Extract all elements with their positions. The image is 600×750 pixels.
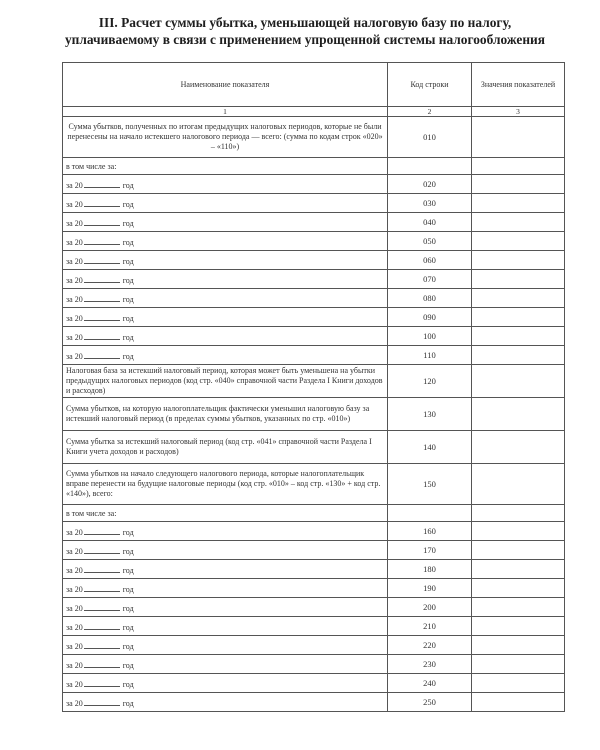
row-120	[63, 365, 565, 398]
year-row-060	[63, 251, 565, 270]
year-row-value-cell[interactable]	[472, 289, 565, 308]
year-suffix: год	[122, 237, 134, 247]
year-row-code: 240	[388, 674, 472, 693]
year-row-value-cell[interactable]	[472, 541, 565, 560]
section-title	[30, 14, 580, 48]
year-suffix: год	[122, 622, 134, 632]
year-row-110	[63, 346, 565, 365]
row-150-code: 150	[388, 464, 472, 505]
year-row-label	[63, 232, 388, 251]
year-row-code: 050	[388, 232, 472, 251]
year-suffix: год	[122, 275, 134, 285]
year-prefix: за 20	[66, 180, 83, 190]
year-row-label	[63, 346, 388, 365]
year-row-value-cell[interactable]	[472, 175, 565, 194]
year-row-value-cell[interactable]	[472, 560, 565, 579]
year-suffix: год	[122, 199, 134, 209]
year-row-label	[63, 194, 388, 213]
year-blank-field[interactable]	[84, 179, 120, 188]
row-140	[63, 431, 565, 464]
year-blank-field[interactable]	[84, 545, 120, 554]
year-prefix: за 20	[66, 275, 83, 285]
year-prefix: за 20	[66, 237, 83, 247]
year-suffix: год	[122, 641, 134, 651]
year-blank-field[interactable]	[84, 583, 120, 592]
year-row-code: 070	[388, 270, 472, 289]
year-row-code: 030	[388, 194, 472, 213]
year-blank-field[interactable]	[84, 602, 120, 611]
year-row-220	[63, 636, 565, 655]
year-suffix: год	[122, 332, 134, 342]
subheader-2-label: в том числе за:	[63, 505, 388, 522]
row-120-label: Налоговая база за истекший налоговый период, которая может быть уменьшена на убытки предыдущих налоговых периодов (код стр. «040» справочной части Раздела I Книги доходов и расходов)	[63, 365, 388, 398]
title-line-1: III. Расчет суммы убытка, уменьшающей налоговую базу по налогу,	[98, 15, 512, 30]
year-row-code: 090	[388, 308, 472, 327]
year-blank-field[interactable]	[84, 198, 120, 207]
year-row-value-cell[interactable]	[472, 251, 565, 270]
year-row-value-cell[interactable]	[472, 308, 565, 327]
year-suffix: год	[122, 294, 134, 304]
year-prefix: за 20	[66, 527, 83, 537]
year-row-code: 190	[388, 579, 472, 598]
year-row-code: 060	[388, 251, 472, 270]
year-row-code: 200	[388, 598, 472, 617]
year-row-value-cell[interactable]	[472, 636, 565, 655]
year-prefix: за 20	[66, 256, 83, 266]
subheader-2-code-cell	[388, 505, 472, 522]
row-150-value-cell[interactable]	[472, 464, 565, 505]
year-row-code: 160	[388, 522, 472, 541]
year-prefix: за 20	[66, 698, 83, 708]
header-row	[63, 63, 565, 107]
year-row-value-cell[interactable]	[472, 522, 565, 541]
year-suffix: год	[122, 351, 134, 361]
year-row-value-cell[interactable]	[472, 655, 565, 674]
year-row-code: 040	[388, 213, 472, 232]
year-row-label	[63, 213, 388, 232]
subheader-row-2	[63, 505, 565, 522]
row-010	[63, 117, 565, 158]
year-row-210	[63, 617, 565, 636]
year-row-value-cell[interactable]	[472, 674, 565, 693]
year-row-label	[63, 541, 388, 560]
year-prefix: за 20	[66, 603, 83, 613]
year-row-240	[63, 674, 565, 693]
title-line-2: уплачиваемому в связи с применением упрощенной системы налогообложения	[64, 32, 546, 47]
year-row-250	[63, 693, 565, 712]
year-row-090	[63, 308, 565, 327]
loss-calculation-table	[62, 62, 565, 712]
row-010-label: Сумма убытков, полученных по итогам предыдущих налоговых периодов, которые не были перенесены на начало истекшего налогового периода — всего: (сумма по кодам строк «020» – «110»)	[63, 117, 388, 158]
year-row-value-cell[interactable]	[472, 693, 565, 712]
year-blank-field[interactable]	[84, 659, 120, 668]
year-prefix: за 20	[66, 351, 83, 361]
header-code: Код строки	[388, 63, 472, 107]
year-blank-field[interactable]	[84, 255, 120, 264]
year-suffix: год	[122, 660, 134, 670]
row-150	[63, 464, 565, 505]
year-row-code: 080	[388, 289, 472, 308]
year-row-code: 230	[388, 655, 472, 674]
year-row-label	[63, 636, 388, 655]
year-suffix: год	[122, 313, 134, 323]
year-row-160	[63, 522, 565, 541]
row-130-label: Сумма убытков, на которую налогоплательщик фактически уменьшил налоговую базу за истекший налоговый период (в пределах суммы убытков, указанных по стр. «010»)	[63, 398, 388, 431]
year-prefix: за 20	[66, 332, 83, 342]
year-prefix: за 20	[66, 622, 83, 632]
year-prefix: за 20	[66, 313, 83, 323]
row-140-value-cell[interactable]	[472, 431, 565, 464]
year-row-050	[63, 232, 565, 251]
year-row-label	[63, 674, 388, 693]
year-row-value-cell[interactable]	[472, 232, 565, 251]
header-value: Значения показателей	[472, 63, 565, 107]
year-row-value-cell[interactable]	[472, 598, 565, 617]
subheader-1-label: в том числе за:	[63, 158, 388, 175]
year-row-code: 210	[388, 617, 472, 636]
year-row-label	[63, 693, 388, 712]
year-blank-field[interactable]	[84, 564, 120, 573]
year-row-030	[63, 194, 565, 213]
subheader-1-code-cell	[388, 158, 472, 175]
year-row-code: 170	[388, 541, 472, 560]
year-row-label	[63, 270, 388, 289]
year-suffix: год	[122, 218, 134, 228]
year-row-code: 180	[388, 560, 472, 579]
year-suffix: год	[122, 180, 134, 190]
year-row-label	[63, 522, 388, 541]
year-row-value-cell[interactable]	[472, 346, 565, 365]
year-blank-field[interactable]	[84, 526, 120, 535]
year-prefix: за 20	[66, 546, 83, 556]
year-blank-field[interactable]	[84, 640, 120, 649]
year-prefix: за 20	[66, 199, 83, 209]
row-120-code: 120	[388, 365, 472, 398]
year-row-label	[63, 327, 388, 346]
year-prefix: за 20	[66, 218, 83, 228]
year-suffix: год	[122, 546, 134, 556]
year-suffix: год	[122, 679, 134, 689]
year-blank-field[interactable]	[84, 350, 120, 359]
row-010-code: 010	[388, 117, 472, 158]
year-row-label	[63, 617, 388, 636]
year-row-value-cell[interactable]	[472, 617, 565, 636]
year-row-value-cell[interactable]	[472, 327, 565, 346]
year-row-code: 100	[388, 327, 472, 346]
row-130-value-cell[interactable]	[472, 398, 565, 431]
year-blank-field[interactable]	[84, 293, 120, 302]
year-suffix: год	[122, 603, 134, 613]
year-suffix: год	[122, 527, 134, 537]
year-row-code: 020	[388, 175, 472, 194]
year-row-190	[63, 579, 565, 598]
year-row-label	[63, 655, 388, 674]
year-suffix: год	[122, 584, 134, 594]
year-row-label	[63, 251, 388, 270]
year-row-200	[63, 598, 565, 617]
year-prefix: за 20	[66, 679, 83, 689]
row-010-value-cell[interactable]	[472, 117, 565, 158]
year-row-label	[63, 560, 388, 579]
year-row-230	[63, 655, 565, 674]
row-140-label: Сумма убытка за истекший налоговый период (код стр. «041» справочной части Раздела I Книги учета доходов и расходов)	[63, 431, 388, 464]
year-row-label	[63, 579, 388, 598]
column-number-3: 3	[472, 107, 565, 117]
row-140-code: 140	[388, 431, 472, 464]
year-row-080	[63, 289, 565, 308]
year-prefix: за 20	[66, 584, 83, 594]
column-number-2: 2	[388, 107, 472, 117]
year-row-value-cell[interactable]	[472, 194, 565, 213]
year-blank-field[interactable]	[84, 236, 120, 245]
year-prefix: за 20	[66, 641, 83, 651]
year-row-070	[63, 270, 565, 289]
column-number-1: 1	[63, 107, 388, 117]
year-prefix: за 20	[66, 660, 83, 670]
year-row-020	[63, 175, 565, 194]
year-row-value-cell[interactable]	[472, 579, 565, 598]
row-130-code: 130	[388, 398, 472, 431]
year-row-value-cell[interactable]	[472, 270, 565, 289]
year-row-label	[63, 175, 388, 194]
year-row-040	[63, 213, 565, 232]
year-blank-field[interactable]	[84, 621, 120, 630]
year-suffix: год	[122, 565, 134, 575]
column-number-row	[63, 107, 565, 117]
year-row-code: 250	[388, 693, 472, 712]
row-120-value-cell[interactable]	[472, 365, 565, 398]
year-blank-field[interactable]	[84, 678, 120, 687]
year-blank-field[interactable]	[84, 697, 120, 706]
year-suffix: год	[122, 698, 134, 708]
year-row-label	[63, 598, 388, 617]
year-blank-field[interactable]	[84, 312, 120, 321]
row-130	[63, 398, 565, 431]
year-prefix: за 20	[66, 294, 83, 304]
subheader-1-value-cell	[472, 158, 565, 175]
header-name: Наименование показателя	[63, 63, 388, 107]
year-blank-field[interactable]	[84, 331, 120, 340]
year-blank-field[interactable]	[84, 217, 120, 226]
year-prefix: за 20	[66, 565, 83, 575]
year-blank-field[interactable]	[84, 274, 120, 283]
year-row-170	[63, 541, 565, 560]
year-row-100	[63, 327, 565, 346]
year-suffix: год	[122, 256, 134, 266]
subheader-2-value-cell	[472, 505, 565, 522]
year-row-value-cell[interactable]	[472, 213, 565, 232]
year-row-label	[63, 308, 388, 327]
year-row-label	[63, 289, 388, 308]
row-150-label: Сумма убытков на начало следующего налогового периода, которые налогоплательщик вправе перенести на будущие налоговые периоды (код стр. «010» – код стр. «130» + код стр. «140»), всего:	[63, 464, 388, 505]
year-row-180	[63, 560, 565, 579]
year-row-code: 110	[388, 346, 472, 365]
subheader-row-1	[63, 158, 565, 175]
year-row-code: 220	[388, 636, 472, 655]
